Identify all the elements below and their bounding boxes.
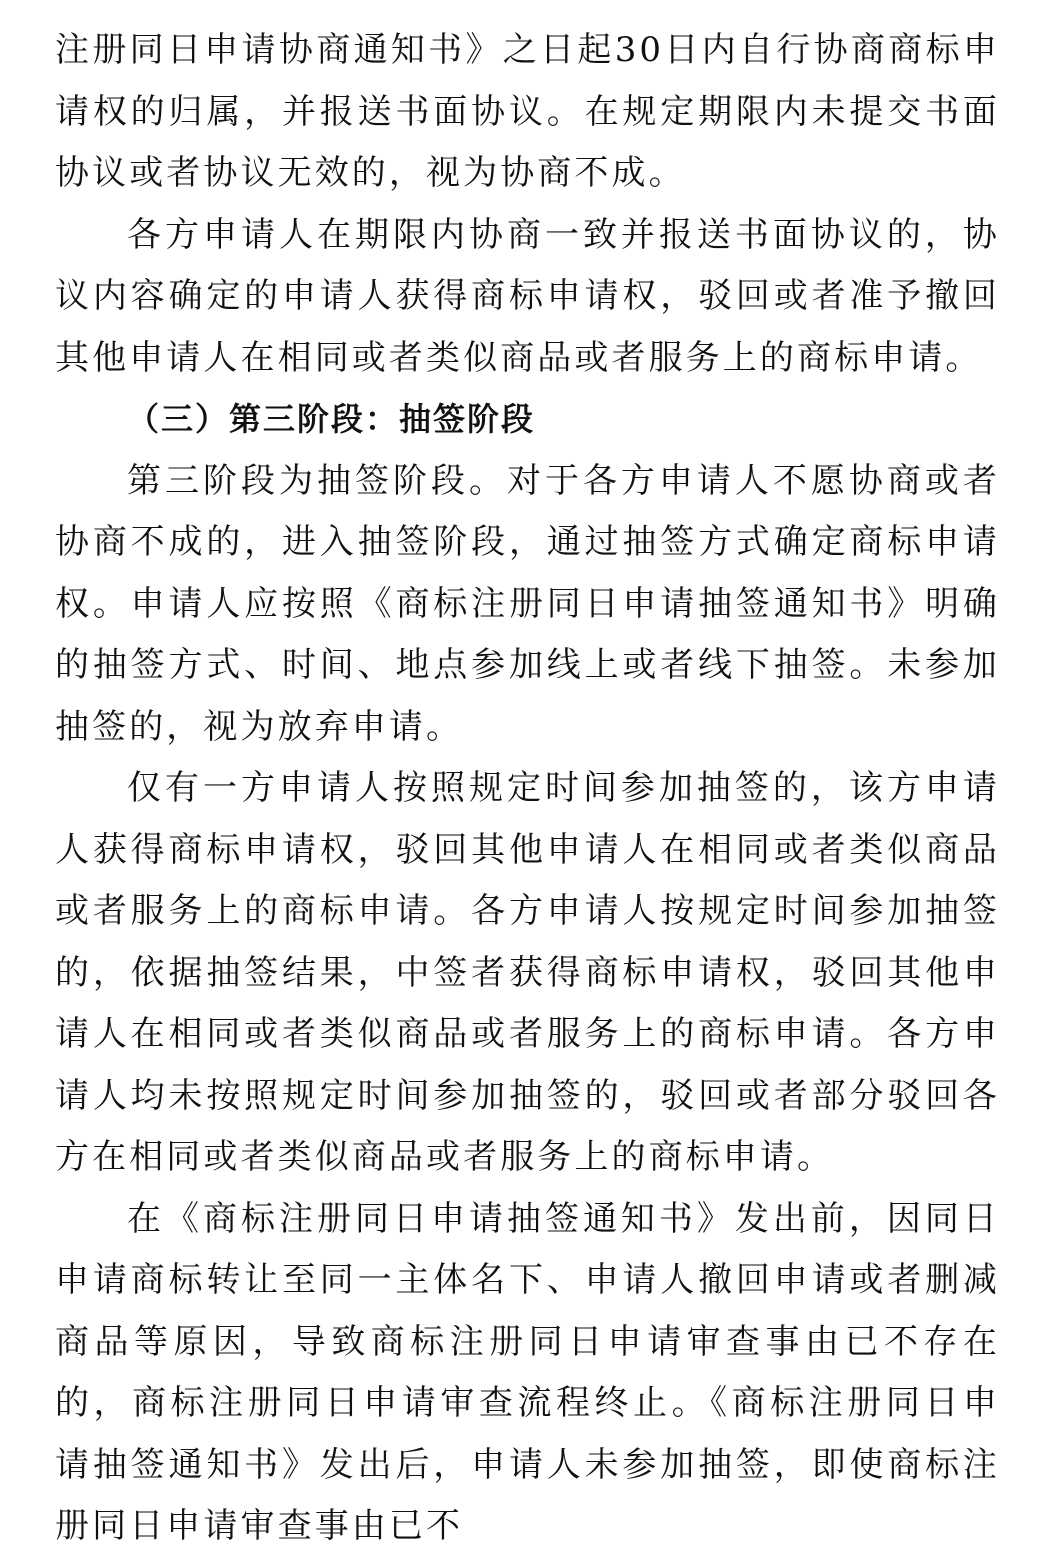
paragraph-agreement-deadline: 注册同日申请协商通知书》之日起30日内自行协商商标申请权的归属，并报送书面协议。在规定期限内未提交书面协议或者协议无效的，视为协商不成。 [55, 30, 1000, 193]
section-heading-lottery-stage: （三）第三阶段：抽签阶段 [127, 400, 536, 438]
paragraph-agreement-result: 各方申请人在期限内协商一致并报送书面协议的，协议内容确定的申请人获得商标申请权，驳回或者准予撤回其他申请人在相同或者类似商品或者服务上的商标申请。 [55, 214, 1000, 378]
paragraph-lottery-stage: 第三阶段为抽签阶段。对于各方申请人不愿协商或者协商不成的，进入抽签阶段，通过抽签方式确定商标申请权。申请人应按照《商标注册同日申请抽签通知书》明确的抽签方式、时间、地点参加线上或者线下抽签。未参加抽签的，视为放弃申请。 [55, 460, 1000, 747]
paragraph-lottery-outcomes: 仅有一方申请人按照规定时间参加抽签的，该方申请人获得商标申请权，驳回其他申请人在相同或者类似商品或者服务上的商标申请。各方申请人按规定时间参加抽签的，依据抽签结果，中签者获得商标申请权，驳回其他申请人在相同或者类似商品或者服务上的商标申请。各方申请人均未按照规定时间参加抽签的，驳回或者部分驳回各方在相同或者类似商品或者服务上的商标申请。 [55, 768, 1000, 1177]
paragraph-process-termination: 在《商标注册同日申请抽签通知书》发出前，因同日申请商标转让至同一主体名下、申请人撤回申请或者删减商品等原因，导致商标注册同日申请审查事由已不存在的，商标注册同日申请审查流程终止。《商标注册同日申请抽签通知书》发出后，申请人未参加抽签，即使商标注册同日申请审查事由已不 [55, 1198, 1000, 1546]
